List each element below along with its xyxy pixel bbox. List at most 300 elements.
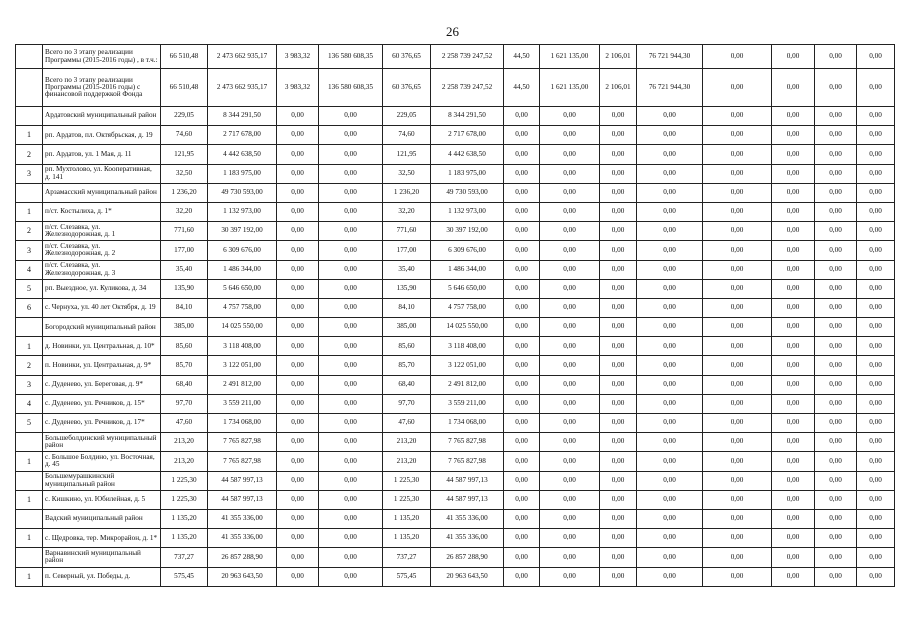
value-cell: 0,00 bbox=[772, 548, 815, 567]
value-cell: 1 236,20 bbox=[383, 183, 431, 202]
value-cell: 20 963 643,50 bbox=[208, 567, 277, 586]
value-cell: 0,00 bbox=[504, 529, 540, 548]
value-cell: 0,00 bbox=[319, 356, 383, 375]
value-cell: 0,00 bbox=[637, 394, 703, 413]
value-cell: 1 225,30 bbox=[383, 490, 431, 509]
value-cell: 0,00 bbox=[319, 126, 383, 145]
value-cell: 6 309 676,00 bbox=[431, 241, 504, 260]
value-cell: 177,00 bbox=[383, 241, 431, 260]
value-cell: 0,00 bbox=[600, 202, 637, 221]
value-cell: 0,00 bbox=[277, 126, 319, 145]
value-cell: 7 765 827,98 bbox=[431, 433, 504, 452]
value-cell: 0,00 bbox=[277, 471, 319, 490]
value-cell: 0,00 bbox=[540, 107, 600, 126]
value-cell: 1 135,20 bbox=[161, 529, 208, 548]
table-row bbox=[16, 394, 895, 413]
value-cell: 1 734 068,00 bbox=[208, 414, 277, 433]
value-cell: 2 258 739 247,52 bbox=[431, 69, 504, 107]
value-cell: 14 025 550,00 bbox=[431, 318, 504, 337]
value-cell: 0,00 bbox=[815, 471, 857, 490]
object-name-cell: с. Кишкино, ул. Юбилейная, д. 5 bbox=[43, 490, 161, 509]
value-cell: 0,00 bbox=[815, 279, 857, 298]
value-cell: 0,00 bbox=[600, 183, 637, 202]
page-number: 26 bbox=[446, 24, 459, 39]
value-cell: 0,00 bbox=[600, 394, 637, 413]
value-cell: 0,00 bbox=[540, 529, 600, 548]
value-cell: 32,20 bbox=[161, 202, 208, 221]
table-row bbox=[16, 145, 895, 164]
value-cell: 0,00 bbox=[277, 567, 319, 586]
value-cell: 0,00 bbox=[637, 548, 703, 567]
value-cell: 0,00 bbox=[319, 414, 383, 433]
value-cell: 0,00 bbox=[703, 567, 772, 586]
value-cell: 14 025 550,00 bbox=[208, 318, 277, 337]
value-cell: 0,00 bbox=[703, 298, 772, 317]
value-cell: 0,00 bbox=[857, 375, 895, 394]
value-cell: 0,00 bbox=[277, 183, 319, 202]
value-cell: 1 132 973,00 bbox=[431, 202, 504, 221]
value-cell: 575,45 bbox=[161, 567, 208, 586]
row-number-cell bbox=[16, 433, 43, 452]
object-name-cell: п/ст. Слезавка, ул. Железнодорожная, д. 3 bbox=[43, 260, 161, 279]
value-cell: 213,20 bbox=[383, 452, 431, 471]
value-cell: 0,00 bbox=[815, 164, 857, 183]
value-cell: 0,00 bbox=[637, 414, 703, 433]
value-cell: 1 734 068,00 bbox=[431, 414, 504, 433]
value-cell: 0,00 bbox=[600, 433, 637, 452]
table-row bbox=[16, 298, 895, 317]
value-cell: 3 559 211,00 bbox=[208, 394, 277, 413]
value-cell: 0,00 bbox=[772, 222, 815, 241]
value-cell: 0,00 bbox=[857, 490, 895, 509]
table-row bbox=[16, 471, 895, 490]
object-name-cell: с. Дуденево, ул. Береговая, д. 9* bbox=[43, 375, 161, 394]
value-cell: 0,00 bbox=[772, 279, 815, 298]
value-cell: 0,00 bbox=[600, 298, 637, 317]
value-cell: 0,00 bbox=[504, 126, 540, 145]
row-number-cell: 5 bbox=[16, 414, 43, 433]
value-cell: 1 486 344,00 bbox=[431, 260, 504, 279]
value-cell: 0,00 bbox=[504, 375, 540, 394]
value-cell: 0,00 bbox=[772, 69, 815, 107]
value-cell: 0,00 bbox=[637, 260, 703, 279]
value-cell: 0,00 bbox=[504, 164, 540, 183]
value-cell: 0,00 bbox=[857, 548, 895, 567]
value-cell: 3 118 408,00 bbox=[431, 337, 504, 356]
value-cell: 0,00 bbox=[703, 471, 772, 490]
value-cell: 97,70 bbox=[383, 394, 431, 413]
table-row bbox=[16, 337, 895, 356]
row-number-cell bbox=[16, 69, 43, 107]
value-cell: 8 344 291,50 bbox=[208, 107, 277, 126]
value-cell: 0,00 bbox=[540, 414, 600, 433]
value-cell: 0,00 bbox=[815, 69, 857, 107]
value-cell: 44 587 997,13 bbox=[208, 471, 277, 490]
value-cell: 0,00 bbox=[857, 298, 895, 317]
value-cell: 0,00 bbox=[319, 433, 383, 452]
value-cell: 0,00 bbox=[504, 509, 540, 528]
value-cell: 85,70 bbox=[383, 356, 431, 375]
value-cell: 0,00 bbox=[815, 433, 857, 452]
value-cell: 0,00 bbox=[815, 414, 857, 433]
table-row bbox=[16, 183, 895, 202]
value-cell: 0,00 bbox=[540, 318, 600, 337]
value-cell: 66 510,48 bbox=[161, 45, 208, 69]
value-cell: 0,00 bbox=[540, 202, 600, 221]
value-cell: 0,00 bbox=[277, 356, 319, 375]
row-number-cell: 6 bbox=[16, 298, 43, 317]
object-name-cell: рп. Ардатов, пл. Октябрьская, д. 19 bbox=[43, 126, 161, 145]
value-cell: 0,00 bbox=[703, 279, 772, 298]
value-cell: 0,00 bbox=[277, 452, 319, 471]
object-name-cell: с. Дуденево, ул. Речников, д. 15* bbox=[43, 394, 161, 413]
value-cell: 85,60 bbox=[383, 337, 431, 356]
value-cell: 0,00 bbox=[637, 107, 703, 126]
row-number-cell: 1 bbox=[16, 490, 43, 509]
table-row bbox=[16, 318, 895, 337]
value-cell: 0,00 bbox=[319, 548, 383, 567]
value-cell: 0,00 bbox=[504, 490, 540, 509]
value-cell: 0,00 bbox=[815, 452, 857, 471]
value-cell: 1 225,30 bbox=[161, 471, 208, 490]
value-cell: 0,00 bbox=[540, 241, 600, 260]
value-cell: 0,00 bbox=[772, 183, 815, 202]
value-cell: 0,00 bbox=[857, 126, 895, 145]
table-row bbox=[16, 414, 895, 433]
value-cell: 0,00 bbox=[637, 145, 703, 164]
row-number-cell: 3 bbox=[16, 375, 43, 394]
row-number-cell bbox=[16, 471, 43, 490]
value-cell: 0,00 bbox=[637, 241, 703, 260]
value-cell: 0,00 bbox=[772, 318, 815, 337]
table-row bbox=[16, 107, 895, 126]
value-cell: 0,00 bbox=[540, 222, 600, 241]
object-name-cell: рп. Ардатов, ул. 1 Мая, д. 11 bbox=[43, 145, 161, 164]
row-number-cell bbox=[16, 548, 43, 567]
value-cell: 0,00 bbox=[540, 394, 600, 413]
table-row bbox=[16, 529, 895, 548]
value-cell: 0,00 bbox=[772, 260, 815, 279]
value-cell: 0,00 bbox=[637, 337, 703, 356]
value-cell: 0,00 bbox=[772, 414, 815, 433]
value-cell: 229,05 bbox=[383, 107, 431, 126]
value-cell: 0,00 bbox=[540, 164, 600, 183]
value-cell: 0,00 bbox=[319, 452, 383, 471]
value-cell: 229,05 bbox=[161, 107, 208, 126]
row-number-cell bbox=[16, 107, 43, 126]
value-cell: 0,00 bbox=[319, 202, 383, 221]
row-number-cell: 1 bbox=[16, 567, 43, 586]
value-cell: 1 183 975,00 bbox=[208, 164, 277, 183]
value-cell: 136 580 608,35 bbox=[319, 69, 383, 107]
value-cell: 0,00 bbox=[772, 356, 815, 375]
value-cell: 0,00 bbox=[277, 279, 319, 298]
value-cell: 771,60 bbox=[383, 222, 431, 241]
value-cell: 3 122 051,00 bbox=[431, 356, 504, 375]
object-name-cell: с. Большое Болдино, ул. Восточная, д. 45 bbox=[43, 452, 161, 471]
value-cell: 0,00 bbox=[703, 414, 772, 433]
value-cell: 0,00 bbox=[772, 529, 815, 548]
value-cell: 2 491 812,00 bbox=[431, 375, 504, 394]
value-cell: 0,00 bbox=[504, 337, 540, 356]
value-cell: 0,00 bbox=[504, 471, 540, 490]
value-cell: 35,40 bbox=[383, 260, 431, 279]
value-cell: 0,00 bbox=[504, 318, 540, 337]
value-cell: 76 721 944,30 bbox=[637, 69, 703, 107]
value-cell: 4 757 758,00 bbox=[208, 298, 277, 317]
value-cell: 0,00 bbox=[319, 529, 383, 548]
value-cell: 0,00 bbox=[857, 107, 895, 126]
value-cell: 2 473 662 935,17 bbox=[208, 69, 277, 107]
value-cell: 0,00 bbox=[637, 202, 703, 221]
value-cell: 0,00 bbox=[277, 548, 319, 567]
value-cell: 0,00 bbox=[600, 414, 637, 433]
value-cell: 0,00 bbox=[540, 126, 600, 145]
value-cell: 0,00 bbox=[857, 145, 895, 164]
table-row bbox=[16, 375, 895, 394]
value-cell: 35,40 bbox=[161, 260, 208, 279]
value-cell: 0,00 bbox=[600, 337, 637, 356]
value-cell: 1 621 135,00 bbox=[540, 69, 600, 107]
row-number-cell: 1 bbox=[16, 202, 43, 221]
value-cell: 0,00 bbox=[857, 183, 895, 202]
value-cell: 0,00 bbox=[319, 279, 383, 298]
value-cell: 0,00 bbox=[815, 394, 857, 413]
value-cell: 0,00 bbox=[637, 318, 703, 337]
value-cell: 0,00 bbox=[772, 164, 815, 183]
value-cell: 7 765 827,98 bbox=[431, 452, 504, 471]
value-cell: 0,00 bbox=[772, 241, 815, 260]
value-cell: 0,00 bbox=[703, 260, 772, 279]
value-cell: 135,90 bbox=[161, 279, 208, 298]
row-number-cell: 2 bbox=[16, 145, 43, 164]
value-cell: 2 491 812,00 bbox=[208, 375, 277, 394]
value-cell: 0,00 bbox=[504, 452, 540, 471]
value-cell: 6 309 676,00 bbox=[208, 241, 277, 260]
value-cell: 3 122 051,00 bbox=[208, 356, 277, 375]
value-cell: 0,00 bbox=[857, 69, 895, 107]
value-cell: 32,20 bbox=[383, 202, 431, 221]
value-cell: 0,00 bbox=[703, 241, 772, 260]
value-cell: 0,00 bbox=[637, 279, 703, 298]
value-cell: 5 646 650,00 bbox=[208, 279, 277, 298]
value-cell: 0,00 bbox=[857, 529, 895, 548]
value-cell: 0,00 bbox=[815, 145, 857, 164]
value-cell: 213,20 bbox=[161, 452, 208, 471]
value-cell: 0,00 bbox=[703, 375, 772, 394]
value-cell: 0,00 bbox=[277, 337, 319, 356]
value-cell: 0,00 bbox=[277, 260, 319, 279]
value-cell: 177,00 bbox=[161, 241, 208, 260]
value-cell: 20 963 643,50 bbox=[431, 567, 504, 586]
value-cell: 0,00 bbox=[637, 222, 703, 241]
value-cell: 0,00 bbox=[815, 567, 857, 586]
object-name-cell: п. Новинки, ул. Центральная, д. 9* bbox=[43, 356, 161, 375]
value-cell: 0,00 bbox=[504, 145, 540, 164]
row-number-cell: 2 bbox=[16, 222, 43, 241]
object-name-cell: д. Новинки, ул. Центральная, д. 10* bbox=[43, 337, 161, 356]
value-cell: 0,00 bbox=[504, 202, 540, 221]
value-cell: 0,00 bbox=[703, 394, 772, 413]
value-cell: 0,00 bbox=[600, 375, 637, 394]
value-cell: 0,00 bbox=[857, 241, 895, 260]
value-cell: 49 730 593,00 bbox=[208, 183, 277, 202]
value-cell: 0,00 bbox=[637, 375, 703, 394]
value-cell: 0,00 bbox=[637, 509, 703, 528]
value-cell: 0,00 bbox=[857, 45, 895, 69]
value-cell: 3 983,32 bbox=[277, 69, 319, 107]
table-row bbox=[16, 509, 895, 528]
value-cell: 0,00 bbox=[815, 222, 857, 241]
value-cell: 0,00 bbox=[857, 337, 895, 356]
value-cell: 84,10 bbox=[383, 298, 431, 317]
table-row bbox=[16, 164, 895, 183]
value-cell: 0,00 bbox=[277, 298, 319, 317]
value-cell: 0,00 bbox=[703, 318, 772, 337]
value-cell: 0,00 bbox=[319, 509, 383, 528]
value-cell: 0,00 bbox=[857, 356, 895, 375]
row-number-cell: 1 bbox=[16, 126, 43, 145]
value-cell: 47,60 bbox=[161, 414, 208, 433]
value-cell: 0,00 bbox=[277, 433, 319, 452]
object-name-cell: Всего по 3 этапу реализации Программы (2015-2016 годы) , в т.ч.: bbox=[43, 45, 161, 69]
value-cell: 0,00 bbox=[600, 490, 637, 509]
value-cell: 0,00 bbox=[815, 318, 857, 337]
value-cell: 0,00 bbox=[600, 567, 637, 586]
value-cell: 0,00 bbox=[703, 183, 772, 202]
object-name-cell: Всего по 3 этапу реализации Программы (2015-2016 годы) с финансовой поддержкой Фонда bbox=[43, 69, 161, 107]
table-row bbox=[16, 260, 895, 279]
value-cell: 0,00 bbox=[815, 241, 857, 260]
table-row bbox=[16, 567, 895, 586]
value-cell: 0,00 bbox=[815, 548, 857, 567]
value-cell: 0,00 bbox=[857, 414, 895, 433]
value-cell: 213,20 bbox=[161, 433, 208, 452]
value-cell: 0,00 bbox=[637, 490, 703, 509]
value-cell: 0,00 bbox=[319, 164, 383, 183]
value-cell: 0,00 bbox=[319, 394, 383, 413]
value-cell: 0,00 bbox=[772, 107, 815, 126]
value-cell: 0,00 bbox=[504, 260, 540, 279]
value-cell: 0,00 bbox=[319, 471, 383, 490]
value-cell: 0,00 bbox=[772, 45, 815, 69]
table-row bbox=[16, 69, 895, 107]
value-cell: 0,00 bbox=[772, 202, 815, 221]
value-cell: 0,00 bbox=[540, 260, 600, 279]
object-name-cell: Вадский муниципальный район bbox=[43, 509, 161, 528]
value-cell: 0,00 bbox=[703, 107, 772, 126]
value-cell: 0,00 bbox=[857, 509, 895, 528]
value-cell: 0,00 bbox=[703, 69, 772, 107]
value-cell: 0,00 bbox=[703, 45, 772, 69]
value-cell: 0,00 bbox=[319, 375, 383, 394]
value-cell: 0,00 bbox=[703, 126, 772, 145]
value-cell: 0,00 bbox=[540, 337, 600, 356]
value-cell: 41 355 336,00 bbox=[431, 509, 504, 528]
value-cell: 0,00 bbox=[637, 529, 703, 548]
value-cell: 60 376,65 bbox=[383, 45, 431, 69]
row-number-cell: 1 bbox=[16, 529, 43, 548]
value-cell: 2 717 678,00 bbox=[431, 126, 504, 145]
row-number-cell: 1 bbox=[16, 337, 43, 356]
value-cell: 0,00 bbox=[637, 567, 703, 586]
value-cell: 121,95 bbox=[383, 145, 431, 164]
value-cell: 0,00 bbox=[277, 164, 319, 183]
value-cell: 3 118 408,00 bbox=[208, 337, 277, 356]
value-cell: 44,50 bbox=[504, 45, 540, 69]
value-cell: 68,40 bbox=[161, 375, 208, 394]
value-cell: 0,00 bbox=[772, 471, 815, 490]
value-cell: 0,00 bbox=[815, 298, 857, 317]
value-cell: 0,00 bbox=[600, 356, 637, 375]
value-cell: 0,00 bbox=[600, 145, 637, 164]
value-cell: 0,00 bbox=[857, 471, 895, 490]
value-cell: 575,45 bbox=[383, 567, 431, 586]
value-cell: 0,00 bbox=[319, 318, 383, 337]
value-cell: 7 765 827,98 bbox=[208, 452, 277, 471]
value-cell: 0,00 bbox=[815, 202, 857, 221]
financing-table bbox=[15, 44, 895, 587]
value-cell: 0,00 bbox=[772, 298, 815, 317]
value-cell: 0,00 bbox=[600, 471, 637, 490]
value-cell: 0,00 bbox=[703, 145, 772, 164]
value-cell: 0,00 bbox=[703, 202, 772, 221]
value-cell: 0,00 bbox=[703, 490, 772, 509]
object-name-cell: Ардатовский муниципальный район bbox=[43, 107, 161, 126]
value-cell: 0,00 bbox=[600, 107, 637, 126]
value-cell: 60 376,65 bbox=[383, 69, 431, 107]
value-cell: 1 225,30 bbox=[383, 471, 431, 490]
value-cell: 0,00 bbox=[277, 509, 319, 528]
value-cell: 135,90 bbox=[383, 279, 431, 298]
value-cell: 0,00 bbox=[815, 509, 857, 528]
value-cell: 0,00 bbox=[703, 452, 772, 471]
value-cell: 0,00 bbox=[703, 433, 772, 452]
value-cell: 0,00 bbox=[277, 145, 319, 164]
value-cell: 121,95 bbox=[161, 145, 208, 164]
value-cell: 0,00 bbox=[277, 490, 319, 509]
value-cell: 0,00 bbox=[815, 490, 857, 509]
value-cell: 0,00 bbox=[857, 452, 895, 471]
object-name-cell: с. Чернуха, ул. 40 лет Октября, д. 19 bbox=[43, 298, 161, 317]
value-cell: 0,00 bbox=[504, 279, 540, 298]
object-name-cell: п/ст. Слезавка, ул. Железнодорожная, д. 1 bbox=[43, 222, 161, 241]
value-cell: 1 225,30 bbox=[161, 490, 208, 509]
value-cell: 68,40 bbox=[383, 375, 431, 394]
row-number-cell: 3 bbox=[16, 164, 43, 183]
value-cell: 0,00 bbox=[540, 279, 600, 298]
value-cell: 0,00 bbox=[703, 164, 772, 183]
value-cell: 0,00 bbox=[857, 202, 895, 221]
value-cell: 0,00 bbox=[637, 183, 703, 202]
value-cell: 2 473 662 935,17 bbox=[208, 45, 277, 69]
value-cell: 0,00 bbox=[637, 356, 703, 375]
object-name-cell: Богородский муниципальный район bbox=[43, 318, 161, 337]
value-cell: 0,00 bbox=[815, 183, 857, 202]
object-name-cell: Большемурашкинский муниципальный район bbox=[43, 471, 161, 490]
object-name-cell: рп. Мухтолово, ул. Кооперативная, д. 141 bbox=[43, 164, 161, 183]
row-number-cell bbox=[16, 183, 43, 202]
value-cell: 0,00 bbox=[504, 433, 540, 452]
value-cell: 32,50 bbox=[383, 164, 431, 183]
value-cell: 385,00 bbox=[161, 318, 208, 337]
row-number-cell: 4 bbox=[16, 394, 43, 413]
value-cell: 0,00 bbox=[319, 222, 383, 241]
value-cell: 0,00 bbox=[319, 490, 383, 509]
value-cell: 84,10 bbox=[161, 298, 208, 317]
value-cell: 1 236,20 bbox=[161, 183, 208, 202]
value-cell: 0,00 bbox=[637, 164, 703, 183]
